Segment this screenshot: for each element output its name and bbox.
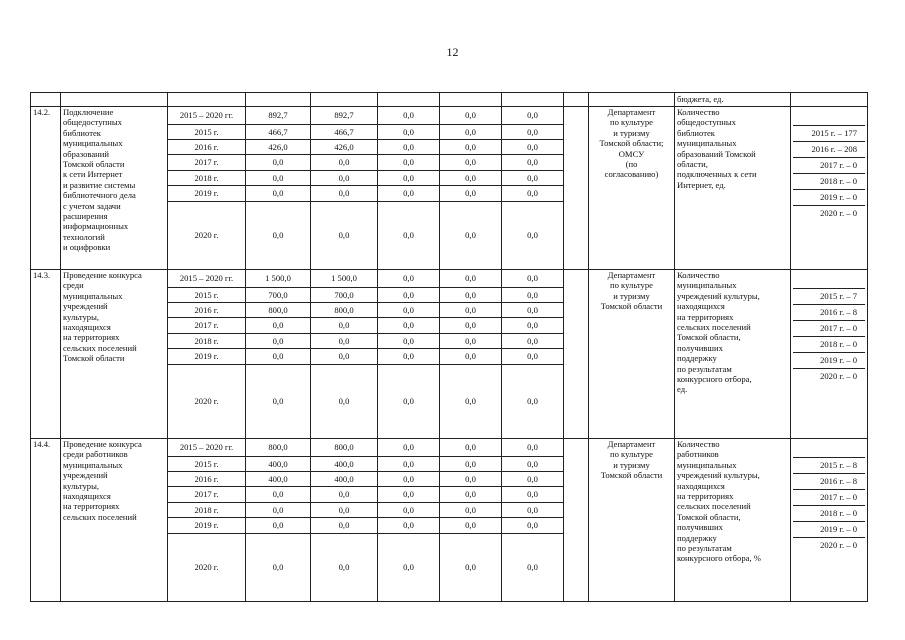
target-value: 2019 г. – 0 — [793, 522, 865, 538]
value-cell: 0,0 — [502, 107, 564, 125]
period-cell: 2015 г. — [168, 288, 246, 303]
target-value: 2019 г. – 0 — [793, 190, 865, 206]
value-cell: 0,0 — [440, 487, 502, 503]
value-cell: 800,0 — [246, 439, 311, 457]
table-row — [31, 107, 868, 125]
value-cell: 0,0 — [502, 503, 564, 518]
value-cell: 0,0 — [502, 365, 564, 439]
value-cell: 0,0 — [502, 155, 564, 171]
target-value: 2017 г. – 0 — [793, 158, 865, 174]
period-cell: 2015 – 2020 гг. — [168, 439, 246, 457]
period-cell: 2016 г. — [168, 140, 246, 155]
value-cell: 0,0 — [502, 270, 564, 288]
target-value: 2020 г. – 0 — [820, 208, 857, 219]
value-cell: 0,0 — [311, 518, 378, 534]
table-body — [31, 93, 868, 602]
value-cell: 0,0 — [440, 171, 502, 186]
value-cell: 0,0 — [378, 171, 440, 186]
value-cell: 0,0 — [502, 186, 564, 202]
table-row — [31, 439, 868, 457]
value-cell: 0,0 — [440, 518, 502, 534]
page-number: 12 — [446, 45, 459, 59]
period-cell: 2020 г. — [168, 534, 246, 602]
indicator-cell: Количество работников муниципальных учреждений культуры, находящихся на территориях сельских поселений Томской области, получивших поддержку по результатам конкурсного отбора, % — [675, 439, 791, 602]
value-cell: 0,0 — [378, 140, 440, 155]
period-cell: 2015 – 2020 гг. — [168, 107, 246, 125]
value-cell: 0,0 — [502, 439, 564, 457]
value-cell: 0,0 — [440, 365, 502, 439]
value-cell: 892,7 — [246, 107, 311, 125]
executor-cell: Департамент по культуре и туризму Томской области — [589, 270, 675, 439]
target-value: 2016 г. – 8 — [793, 474, 865, 490]
value-cell: 0,0 — [502, 472, 564, 487]
measure-name: Проведение конкурса среди муниципальных учреждений культуры, находящихся на территориях сельских поселений Томской области — [61, 270, 168, 439]
value-cell: 0,0 — [246, 365, 311, 439]
value-cell: 0,0 — [440, 303, 502, 318]
value-cell: 0,0 — [378, 503, 440, 518]
value-cell: 0,0 — [440, 318, 502, 334]
value-cell: 0,0 — [378, 303, 440, 318]
period-cell: 2017 г. — [168, 487, 246, 503]
target-value: 2015 г. – 177 — [793, 126, 865, 142]
value-cell: 0,0 — [378, 439, 440, 457]
period-cell: 2016 г. — [168, 303, 246, 318]
value-cell: 0,0 — [246, 202, 311, 270]
value-cell: 0,0 — [440, 534, 502, 602]
value-cell: 0,0 — [246, 487, 311, 503]
value-cell: 1 500,0 — [246, 270, 311, 288]
value-cell: 426,0 — [311, 140, 378, 155]
value-cell: 400,0 — [311, 457, 378, 472]
value-cell: 0,0 — [378, 288, 440, 303]
target-value: 2018 г. – 0 — [793, 174, 865, 190]
value-cell: 700,0 — [311, 288, 378, 303]
value-cell: 0,0 — [502, 487, 564, 503]
period-cell: 2015 – 2020 гг. — [168, 270, 246, 288]
value-cell: 0,0 — [440, 270, 502, 288]
value-cell: 0,0 — [502, 518, 564, 534]
value-cell: 0,0 — [311, 487, 378, 503]
value-cell: 0,0 — [311, 349, 378, 365]
value-cell: 0,0 — [502, 303, 564, 318]
target-value: 2017 г. – 0 — [793, 321, 865, 337]
value-cell: 0,0 — [502, 125, 564, 140]
period-cell: 2015 г. — [168, 457, 246, 472]
value-cell: 0,0 — [502, 534, 564, 602]
value-cell: 0,0 — [440, 439, 502, 457]
value-cell: 0,0 — [378, 186, 440, 202]
value-cell: 0,0 — [311, 334, 378, 349]
value-cell: 0,0 — [246, 534, 311, 602]
value-cell: 0,0 — [378, 534, 440, 602]
value-cell: 0,0 — [502, 140, 564, 155]
measure-number: 14.2. — [31, 107, 61, 270]
value-cell: 400,0 — [246, 472, 311, 487]
executor-cell: Департамент по культуре и туризму Томской области; ОМСУ (по согласованию) — [589, 107, 675, 270]
value-cell: 0,0 — [502, 288, 564, 303]
period-cell: 2019 г. — [168, 186, 246, 202]
value-cell: 0,0 — [440, 349, 502, 365]
value-cell: 0,0 — [440, 457, 502, 472]
value-cell: 0,0 — [378, 518, 440, 534]
value-cell: 800,0 — [246, 303, 311, 318]
period-cell: 2020 г. — [168, 202, 246, 270]
measure-name: Проведение конкурса среди работников муниципальных учреждений культуры, находящихся на территориях сельских поселений — [61, 439, 168, 602]
target-value: 2016 г. – 8 — [793, 305, 865, 321]
executor-cell: Департамент по культуре и туризму Томской области — [589, 439, 675, 602]
value-cell: 0,0 — [378, 365, 440, 439]
value-cell: 0,0 — [246, 518, 311, 534]
target-value: 2018 г. – 0 — [793, 337, 865, 353]
targets-cell — [791, 439, 868, 602]
value-cell: 0,0 — [502, 457, 564, 472]
value-cell: 0,0 — [311, 503, 378, 518]
value-cell: 0,0 — [311, 186, 378, 202]
value-cell: 0,0 — [378, 155, 440, 171]
value-cell: 700,0 — [246, 288, 311, 303]
measure-number: 14.4. — [31, 439, 61, 602]
measure-number: 14.3. — [31, 270, 61, 439]
measure-name: Подключение общедоступных библиотек муниципальных образований Томской области к сети Интернет и развитие системы библиотечного дела с учетом задачи расширения информационных технологий и оцифровки — [61, 107, 168, 270]
targets-table — [793, 270, 865, 384]
value-cell: 0,0 — [378, 457, 440, 472]
target-value: 2016 г. – 208 — [793, 142, 865, 158]
period-cell: 2019 г. — [168, 349, 246, 365]
value-cell: 0,0 — [440, 186, 502, 202]
target-value: 2015 г. – 8 — [793, 458, 865, 474]
value-cell: 0,0 — [246, 171, 311, 186]
targets-cell — [791, 270, 868, 439]
indicator-cell: Количество муниципальных учреждений культуры, находящихся на территориях сельских поселений Томской области, получивших поддержку по результатам конкурсного отбора, ед. — [675, 270, 791, 439]
value-cell: 800,0 — [311, 439, 378, 457]
target-value: 2020 г. – 0 — [820, 540, 857, 551]
value-cell: 426,0 — [246, 140, 311, 155]
value-cell: 0,0 — [378, 334, 440, 349]
targets-table — [793, 107, 865, 221]
period-cell: 2017 г. — [168, 155, 246, 171]
value-cell: 0,0 — [311, 171, 378, 186]
value-cell: 0,0 — [502, 318, 564, 334]
target-value: 2019 г. – 0 — [793, 353, 865, 369]
value-cell: 0,0 — [311, 534, 378, 602]
indicator-cell: Количество общедоступных библиотек муниципальных образований Томской области, подключенных к сети Интернет, ед. — [675, 107, 791, 270]
value-cell: 1 500,0 — [311, 270, 378, 288]
value-cell: 466,7 — [246, 125, 311, 140]
target-value — [793, 439, 865, 458]
value-cell: 0,0 — [440, 107, 502, 125]
value-cell: 0,0 — [246, 155, 311, 171]
table-row — [31, 270, 868, 288]
value-cell: 400,0 — [311, 472, 378, 487]
spacer-cell — [564, 439, 589, 602]
target-value: 2020 г. – 0 — [820, 371, 857, 382]
target-value: 2018 г. – 0 — [793, 506, 865, 522]
value-cell: 0,0 — [246, 349, 311, 365]
spacer-cell — [564, 270, 589, 439]
period-cell: 2018 г. — [168, 171, 246, 186]
value-cell: 0,0 — [378, 472, 440, 487]
value-cell: 0,0 — [502, 171, 564, 186]
value-cell: 0,0 — [378, 125, 440, 140]
period-cell: 2019 г. — [168, 518, 246, 534]
period-cell: 2020 г. — [168, 365, 246, 439]
target-value — [793, 107, 865, 126]
continuation-row — [31, 93, 868, 107]
value-cell: 0,0 — [378, 349, 440, 365]
value-cell: 0,0 — [440, 155, 502, 171]
value-cell: 0,0 — [440, 140, 502, 155]
value-cell: 0,0 — [246, 334, 311, 349]
period-cell: 2016 г. — [168, 472, 246, 487]
value-cell: 0,0 — [378, 107, 440, 125]
spacer-cell — [564, 107, 589, 270]
value-cell: 0,0 — [378, 487, 440, 503]
program-measures-table — [30, 92, 868, 602]
value-cell: 0,0 — [378, 318, 440, 334]
value-cell: 800,0 — [311, 303, 378, 318]
value-cell: 0,0 — [246, 186, 311, 202]
value-cell: 400,0 — [246, 457, 311, 472]
value-cell: 892,7 — [311, 107, 378, 125]
value-cell: 0,0 — [311, 365, 378, 439]
value-cell: 0,0 — [502, 334, 564, 349]
value-cell: 0,0 — [502, 202, 564, 270]
value-cell: 0,0 — [440, 472, 502, 487]
value-cell: 0,0 — [502, 349, 564, 365]
value-cell: 0,0 — [378, 202, 440, 270]
value-cell: 0,0 — [378, 270, 440, 288]
value-cell: 0,0 — [440, 125, 502, 140]
value-cell: 0,0 — [440, 202, 502, 270]
value-cell: 0,0 — [311, 202, 378, 270]
value-cell: 466,7 — [311, 125, 378, 140]
value-cell: 0,0 — [311, 318, 378, 334]
value-cell: 0,0 — [440, 334, 502, 349]
continuation-indicator: бюджета, ед. — [675, 93, 791, 107]
period-cell: 2017 г. — [168, 318, 246, 334]
value-cell: 0,0 — [440, 503, 502, 518]
value-cell: 0,0 — [311, 155, 378, 171]
targets-table — [793, 439, 865, 553]
target-value: 2017 г. – 0 — [793, 490, 865, 506]
value-cell: 0,0 — [440, 288, 502, 303]
period-cell: 2018 г. — [168, 334, 246, 349]
targets-cell — [791, 107, 868, 270]
period-cell: 2015 г. — [168, 125, 246, 140]
period-cell: 2018 г. — [168, 503, 246, 518]
value-cell: 0,0 — [246, 318, 311, 334]
value-cell: 0,0 — [246, 503, 311, 518]
target-value: 2015 г. – 7 — [793, 289, 865, 305]
target-value — [793, 270, 865, 289]
